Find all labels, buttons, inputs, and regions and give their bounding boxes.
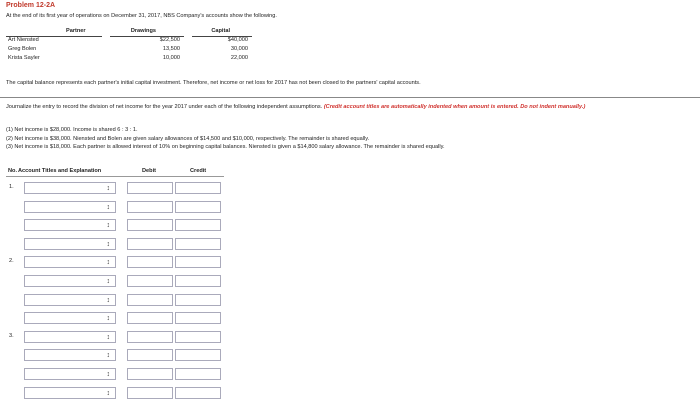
entry-number: 1.	[9, 184, 14, 190]
account-title-select[interactable]	[24, 331, 116, 343]
up-down-caret-icon: ↕	[106, 296, 110, 304]
partner-drawings: $22,500	[159, 37, 180, 43]
credit-input[interactable]	[175, 219, 221, 231]
up-down-caret-icon: ↕	[106, 278, 110, 285]
assumptions-list	[6, 126, 696, 152]
partner-name: Greg Bolen	[8, 46, 37, 52]
account-title-select[interactable]	[24, 312, 116, 324]
credit-input[interactable]	[175, 368, 221, 380]
debit-input[interactable]	[127, 331, 173, 343]
credit-input[interactable]	[175, 238, 221, 250]
assumption-item: (2) Net income is $38,000. Niensted and Bolen are given salary allowances of $14,500 and $10,000, respectively. The remainder is shared equally.	[6, 135, 370, 142]
partner-capital: $40,000	[227, 37, 248, 43]
up-down-caret-icon: ↕	[106, 371, 110, 378]
up-down-caret-icon: ↕	[106, 352, 110, 360]
debit-input[interactable]	[127, 238, 173, 250]
header-drawings: Drawings	[130, 28, 156, 34]
debit-input[interactable]	[127, 201, 173, 213]
problem-title: Problem 12-2A	[6, 2, 56, 9]
header-credit: Credit	[190, 168, 207, 174]
table-row	[6, 55, 252, 64]
up-down-caret-icon: ↕	[106, 203, 110, 211]
partner-drawings: 10,000	[162, 55, 180, 61]
account-title-select[interactable]	[24, 201, 116, 213]
header-partner: Partner	[66, 28, 86, 34]
partner-capital: 30,000	[230, 46, 248, 52]
partner-name: Art Niensted	[8, 37, 39, 43]
up-down-caret-icon: ↕	[106, 240, 110, 248]
account-title-select[interactable]	[24, 182, 116, 194]
credit-input[interactable]	[175, 294, 221, 306]
header-debit: Debit	[142, 168, 156, 174]
journal-header	[6, 166, 224, 177]
up-down-caret-icon: ↕	[106, 333, 110, 341]
account-title-select[interactable]	[24, 349, 116, 361]
entry-number: 3.	[9, 332, 14, 339]
credit-input[interactable]	[175, 349, 221, 361]
debit-input[interactable]	[127, 294, 173, 306]
credit-input[interactable]	[175, 312, 221, 324]
journal-entry-form	[0, 166, 230, 406]
debit-input[interactable]	[127, 256, 173, 268]
table-row	[6, 46, 252, 55]
problem-intro: At the end of its first year of operations on December 31, 2017, NBS Company's accounts show the following.	[6, 13, 277, 19]
partner-drawings: 13,500	[162, 46, 180, 52]
account-title-select[interactable]	[24, 368, 116, 380]
debit-input[interactable]	[127, 368, 173, 380]
up-down-caret-icon: ↕	[106, 222, 110, 230]
credit-input[interactable]	[175, 201, 221, 213]
account-title-select[interactable]	[24, 387, 116, 399]
debit-input[interactable]	[127, 275, 173, 287]
account-title-select[interactable]	[24, 294, 116, 306]
debit-input[interactable]	[127, 387, 173, 399]
up-down-caret-icon: ↕	[106, 259, 110, 267]
account-title-select[interactable]	[24, 219, 116, 231]
debit-input[interactable]	[127, 312, 173, 324]
assumption-item: (3) Net income is $18,000. Each partner is allowed interest of 10% on beginning capital balances. Niensted is given a $14,800 salary allowance. The remainder is shared equally.	[6, 144, 445, 151]
instructions	[6, 104, 696, 111]
debit-input[interactable]	[127, 349, 173, 361]
capital-note: The capital balance represents each partner's initial capital investment. Therefore, net income or net loss for 2017 has not been closed to the partners' capital accounts.	[6, 80, 421, 86]
partner-name: Krista Sayler	[8, 55, 40, 61]
debit-input[interactable]	[127, 182, 173, 194]
entry-number: 2.	[9, 258, 14, 265]
credit-input[interactable]	[175, 275, 221, 287]
header-capital: Capital	[211, 28, 230, 34]
assumption-item: (1) Net income is $28,000. Income is shared 6 : 3 : 1.	[6, 127, 138, 133]
instructions-text: Journalize the entry to record the division of net income for the year 2017 under each of the following independent assumptions.	[6, 104, 323, 110]
table-header	[6, 28, 252, 37]
up-down-caret-icon: ↕	[106, 185, 110, 192]
partner-capital: 22,000	[230, 55, 248, 61]
up-down-caret-icon: ↕	[106, 389, 110, 397]
header-no: No.	[8, 168, 18, 174]
credit-input[interactable]	[175, 256, 221, 268]
credit-input[interactable]	[175, 331, 221, 343]
account-title-select[interactable]	[24, 238, 116, 250]
partner-accounts-table	[6, 28, 252, 64]
account-title-select[interactable]	[24, 275, 116, 287]
header-account: Account Titles and Explanation	[18, 168, 102, 174]
credit-input[interactable]	[175, 182, 221, 194]
account-title-select[interactable]	[24, 256, 116, 268]
table-row	[6, 37, 252, 46]
section-divider	[0, 97, 700, 98]
instructions-hint: (Credit account titles are automatically indented when amount is entered. Do not indent manually.)	[323, 104, 586, 110]
debit-input[interactable]	[127, 219, 173, 231]
credit-input[interactable]	[175, 387, 221, 399]
up-down-caret-icon: ↕	[106, 315, 110, 323]
